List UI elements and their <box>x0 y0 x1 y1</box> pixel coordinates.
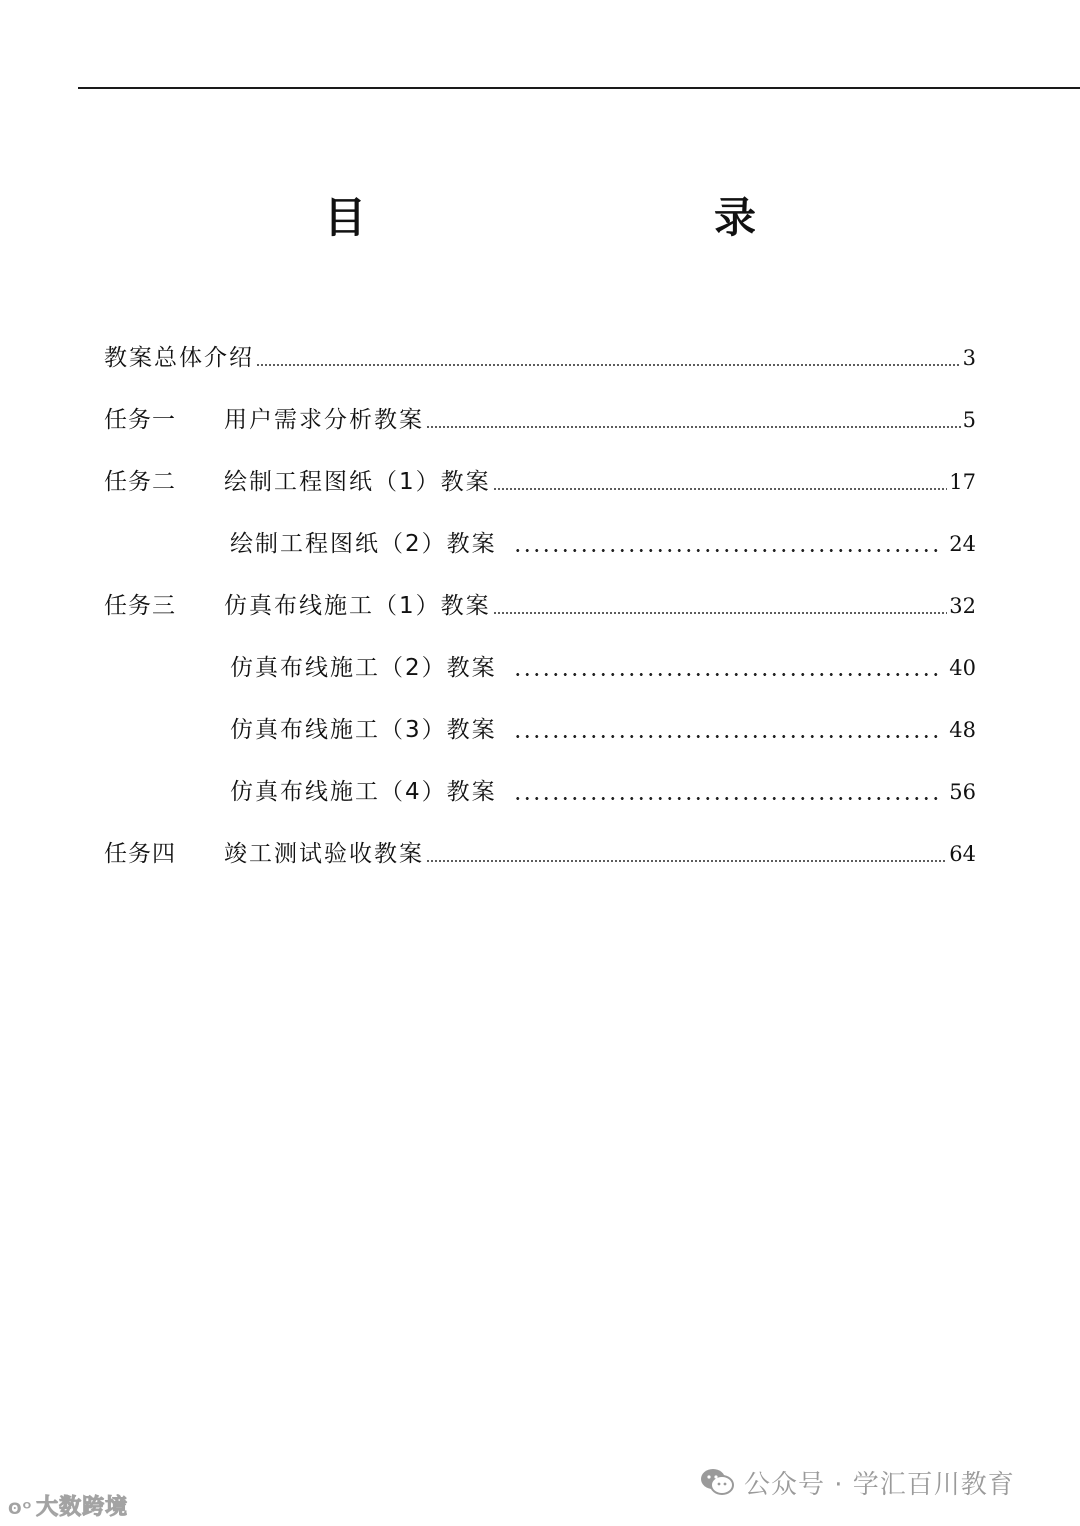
toc-entry-label: 绘制工程图纸（2）教案 <box>230 531 497 557</box>
toc-page-number: 24 <box>949 532 976 556</box>
toc-entry-label: 竣工测试验收教案 <box>224 841 424 867</box>
watermark-logo-icon: ʘᴼ <box>8 1499 33 1518</box>
toc-leader-dots <box>513 673 942 676</box>
toc-page-number: 5 <box>962 408 976 432</box>
wechat-icon <box>700 1467 734 1497</box>
toc-task-label: 任务二 <box>104 469 176 495</box>
toc-page-number: 48 <box>949 718 976 742</box>
watermark-right <box>700 1462 1015 1502</box>
watermark-right-text: 公众号 · 学汇百川教育 <box>744 1469 1015 1500</box>
toc-page-number: 3 <box>962 346 976 370</box>
toc-task-label: 任务四 <box>104 841 176 867</box>
toc-row[interactable] <box>104 458 976 498</box>
toc-row[interactable] <box>104 334 976 374</box>
toc-leader-dots <box>513 797 942 800</box>
toc-page-number: 40 <box>949 656 976 680</box>
page-title: 目 录 <box>323 193 844 242</box>
toc-leader-dots <box>493 488 948 490</box>
toc-entry-label: 绘制工程图纸（1）教案 <box>224 469 491 495</box>
toc-row[interactable] <box>230 520 976 560</box>
toc-entry-label: 仿真布线施工（2）教案 <box>230 655 497 681</box>
toc-leader-dots <box>513 549 942 552</box>
toc-row[interactable] <box>230 706 976 746</box>
watermark-left-text: 大数跨境 <box>36 1495 129 1520</box>
toc-page-number: 32 <box>949 594 976 618</box>
toc-task-label: 任务三 <box>104 593 176 619</box>
toc-entry-label: 仿真布线施工（3）教案 <box>230 717 497 743</box>
toc-row[interactable] <box>104 830 976 870</box>
toc-page-number: 56 <box>949 780 976 804</box>
header-rule <box>78 87 1080 89</box>
toc-page-number: 17 <box>949 470 976 494</box>
toc-leader-dots <box>426 860 947 862</box>
watermark-left <box>8 1490 128 1521</box>
toc-entry-label: 仿真布线施工（1）教案 <box>224 593 491 619</box>
toc-task-label: 任务一 <box>104 407 176 433</box>
toc-leader-dots <box>426 426 961 428</box>
toc-leader-dots <box>513 735 942 738</box>
toc-entry-label: 教案总体介绍 <box>104 345 254 371</box>
toc-entry-label: 仿真布线施工（4）教案 <box>230 779 497 805</box>
toc-leader-dots <box>493 612 948 614</box>
toc-row[interactable] <box>104 582 976 622</box>
toc-row[interactable] <box>230 768 976 808</box>
toc-row[interactable] <box>230 644 976 684</box>
toc-row[interactable] <box>104 396 976 436</box>
toc-leader-dots <box>256 364 961 366</box>
toc-entry-label: 用户需求分析教案 <box>224 407 424 433</box>
toc-page-number: 64 <box>949 842 976 866</box>
